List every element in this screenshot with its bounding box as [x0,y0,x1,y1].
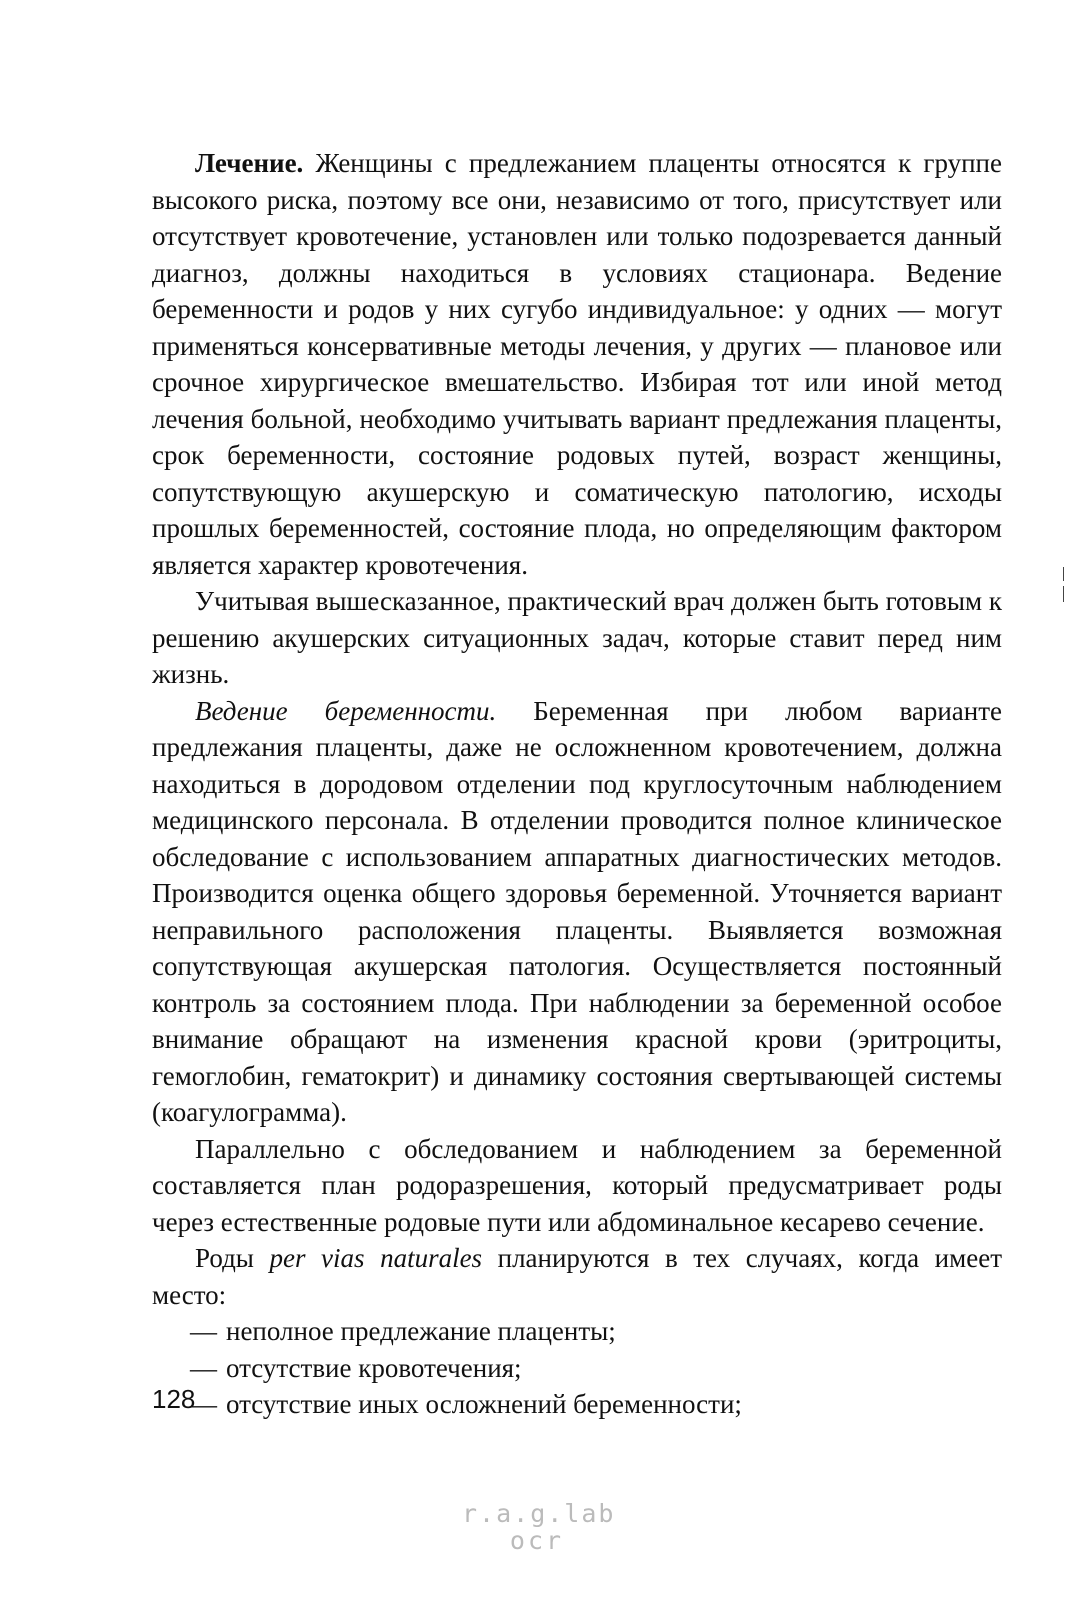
paragraph-text: Роды [195,1243,270,1273]
watermark-line-1: r.a.g.lab [462,1499,616,1528]
paragraph-text: Женщины с предлежанием плаценты относятся к группе высокого риска, поэтому все они, независимо от того, присутствует или отсутствует кровотечение, установлен или только подозревается данный диагноз, должны находиться в условиях стационара. Ведение беременности и родов у них сугубо индивидуальное: у одних — могут применяться консервативные методы лечения, у других — плановое или срочное хирургическое вмешательство. Избирая тот или иной метод лечения больной, необходимо учитывать вариант предлежания плаценты, срок беременности, состояние родовых путей, возраст женщины, сопутствующую акушерскую и соматическую патологию, исходы прошлых беременностей, состояние плода, но определяющим фактором является характер кровотечения. [152,148,1002,580]
paragraph-natural-delivery [152,1240,1002,1313]
list-dash: — [190,1389,217,1419]
margin-mark [1063,586,1064,602]
paragraph-text: Параллельно с обследованием и наблюдением за беременной составляется план родоразрешения, который предусматривает роды через естественные родовые пути или абдоминальное кесарево сечение. [152,1133,1002,1237]
paragraph-preparedness [152,583,1002,693]
page-number: 128 [152,1384,196,1414]
latin-term: per vias naturales [269,1243,483,1273]
margin-mark [1063,567,1064,581]
list-item [152,1313,1002,1350]
list-item-text: неполное предлежание плаценты; [226,1316,616,1346]
body-text [152,145,1002,1423]
run-in-heading-treatment: Лечение. [195,148,304,178]
list-item-text: отсутствие кровотечения; [226,1352,522,1383]
watermark-line-2: ocr [509,1526,565,1555]
paragraph-text: Учитывая вышесказанное, практический врач должен быть готовым к решению акушерских ситуационных задач, которые ставит перед ним жизнь. [152,586,1002,689]
paragraph-delivery-plan [152,1131,1002,1241]
scan-watermark [462,1499,616,1555]
list-item [152,1350,1002,1387]
list-dash: — [190,1316,217,1346]
list-item [152,1386,1002,1423]
run-in-heading-pregnancy-management: Ведение беременности. [195,695,497,726]
paragraph-treatment [152,145,1002,583]
list-item-text: отсутствие иных осложнений беременности; [226,1389,742,1419]
paragraph-text: Беременная при любом варианте предлежания плаценты, даже не осложненном кровотечением, должна находиться в дородовом отделении под круглосуточным наблюдением медицинского персонала. В отделении проводится полное клиническое обследование с использованием аппаратных диагностических методов. Производится оценка общего здоровья беременной. Уточняется вариант неправильного расположения плаценты. Выявляется возможная сопутствующая акушерская патология. Осуществляется постоянный контроль за состоянием плода. При наблюдении за беременной особое внимание обращают на изменения красной крови (эритроциты, гемоглобин, гематокрит) и динамику состояния свертывающей системы (коагулограмма). [152,695,1002,1127]
paragraph-text: планируются в тех случаях, когда имеет место: [152,1243,1002,1310]
list-dash: — [190,1352,217,1383]
paragraph-pregnancy-management [152,693,1002,1131]
